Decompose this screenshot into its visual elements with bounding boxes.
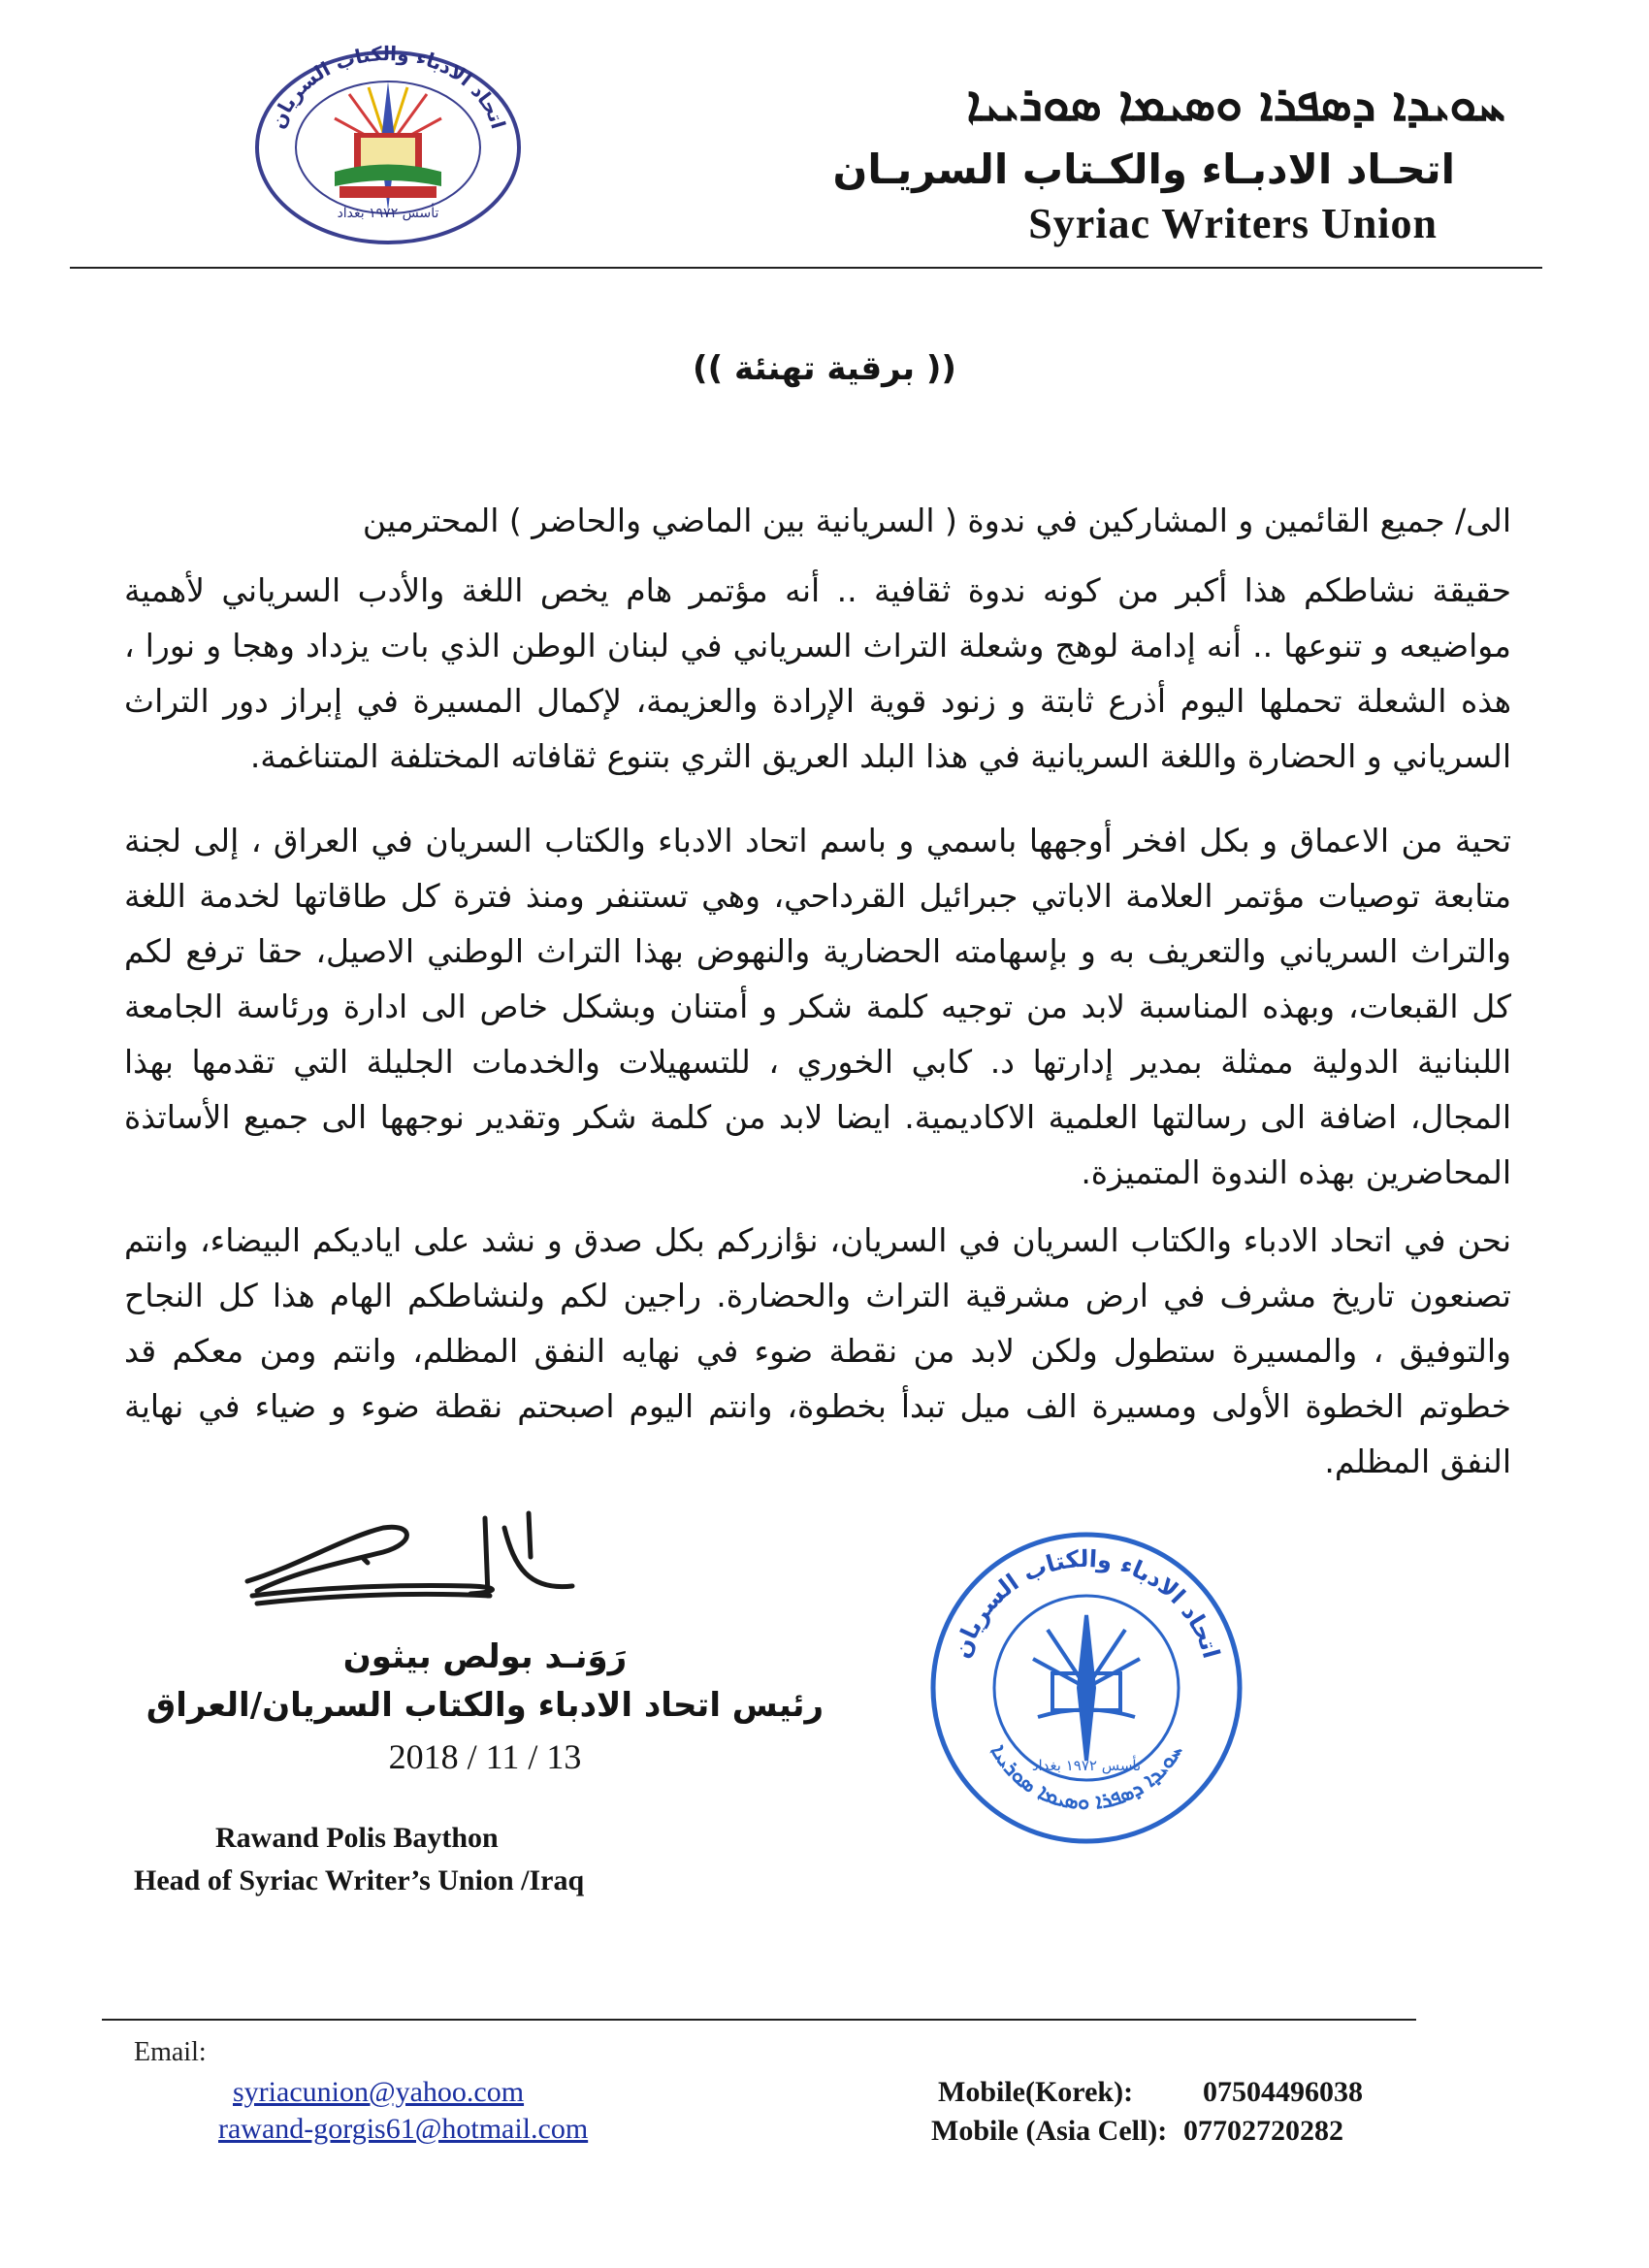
letter-addressee: الى/ جميع القائمين و المشاركين في ندوة ( السريانية بين الماضي والحاضر ) المحترمين: [362, 502, 1511, 539]
stamp-syriac-text: ܚܘܝܕܐ ܕܣܦܪܐ ܘܣܝܡܐ ܣܘܪܝܝܐ: [985, 1740, 1188, 1816]
mobile-label-korek: Mobile(Korek):: [938, 2076, 1134, 2108]
letter-paragraph-3: نحن في اتحاد الادباء والكتاب السريان في السريان، نؤازركم بكل صدق و نشد على اياديكم البيضاء، وانتم تصنعون تاريخ مشرف في ارض مشرقية التراث والحضارة. راجين لكم ولنشاطكم الهام هذا كل النجاح والتوفيق ، والمسيرة ستطول ولكن لابد من نقطة ضوء في نهايه النفق المظلم، وانتم ومن معكم قد خطوتم الخطوة الأولى ومسيرة الف ميل تبدأ بخطوة، وانتم اليوم اصبحتم نقطة ضوء و ضياء في نهاية النفق المظلم.: [124, 1221, 1511, 1480]
stamp-arc-text: اتحاد الادباء والكتاب السريان: [948, 1544, 1225, 1662]
signatory-title-arabic: رئيس اتحاد الادباء والكتاب السريان/العراق: [146, 1686, 824, 1725]
signatory-title-english: Head of Syriac Writer’s Union /Iraq: [134, 1864, 585, 1896]
signatory-name-english: Rawand Polis Baython: [215, 1822, 499, 1854]
email-link-yahoo[interactable]: syriacunion@yahoo.com: [233, 2076, 525, 2108]
email-link-hotmail[interactable]: rawand-gorgis61@hotmail.com: [218, 2113, 589, 2145]
syriac-union-title: ܚܘܝܕܐ ܕܣܦܪܐ ܘܣܝܡܐ ܣܘܪܝܝܐ: [966, 76, 1505, 132]
union-logo-icon: [242, 41, 534, 240]
letter-paragraph-2: تحية من الاعماق و بكل افخر أوجهها باسمي و باسم اتحاد الادباء والكتاب السريان في العراق ، إلى لجنة متابعة توصيات مؤتمر العلامة الاباتي جبرائيل القرداحي، وهي تستنفر ومنذ فترة كل طاقاتها لخدمة اللغة والتراث السرياني والتعريف به و بإسهامته الحضارية والنهوض بهذا التراث الوطني الاصيل، حقا ترفع لكم كل القبعات، وبهذه المناسبة لابد من توجيه كلمة شكر و أمتنان وبشكل خاص الى ادارة ورئاسة الجامعة اللبنانية الدولية ممثلة بمدير إدارتها د. كابي الخوري ، للتسهيلات والخدمات الجليلة التي تقدمها بهذا المجال، اضافة الى رسالتها العلمية الاكاديمية. ايضا لابد من كلمة شكر وتقدير نوجهها الى جميع الأساتذة المحاضرين بهذه الندوة المتميزة.: [124, 822, 1511, 1191]
logo-arc-text: اتحاد الادباء والكتاب السريان: [265, 41, 511, 132]
footer-divider: [102, 2019, 1416, 2021]
header-divider: [70, 267, 1542, 269]
email-label: Email:: [134, 2037, 207, 2067]
official-stamp-icon: [922, 1523, 1251, 1853]
mobile-number-asiacell[interactable]: 07702720282: [1183, 2115, 1343, 2147]
handwritten-signature: [238, 1499, 587, 1625]
stamp-founded-text: تأسس ١٩٧٢ بغداد: [1031, 1757, 1142, 1774]
arabic-union-title: اتحـاد الادبـاء والكـتاب السريـان: [832, 146, 1455, 193]
letter-heading: (( برقية تهنئة )): [693, 349, 956, 388]
letter-date: 2018 / 11 / 13: [388, 1737, 582, 1776]
signatory-name-arabic: رَوَنـد بولص بيثون: [342, 1637, 628, 1676]
logo-founded-text: تأسس ١٩٧٢ بغداد: [337, 206, 439, 221]
letter-paragraph-1: حقيقة نشاطكم هذا أكبر من كونه ندوة ثقافية .. أنه مؤتمر هام يخص اللغة والأدب السرياني لأهمية مواضيعه و تنوعها .. أنه إدامة لوهج وشعلة التراث السرياني في لبنان الوطن الذي بات يزداد وهجا و نورا ، هذه الشعلة تحملها اليوم أذرع ثابتة و زنود قوية الإرادة والعزيمة، لإكمال المسيرة في إبراز دور التراث السرياني و الحضارة واللغة السريانية في هذا البلد العريق الثري بتنوع ثقافاته المختلفة المتناغمة.: [124, 571, 1511, 775]
mobile-label-asiacell: Mobile (Asia Cell):: [931, 2115, 1168, 2147]
mobile-number-korek[interactable]: 07504496038: [1203, 2076, 1363, 2108]
english-union-title: Syriac Writers Union: [1028, 200, 1438, 247]
